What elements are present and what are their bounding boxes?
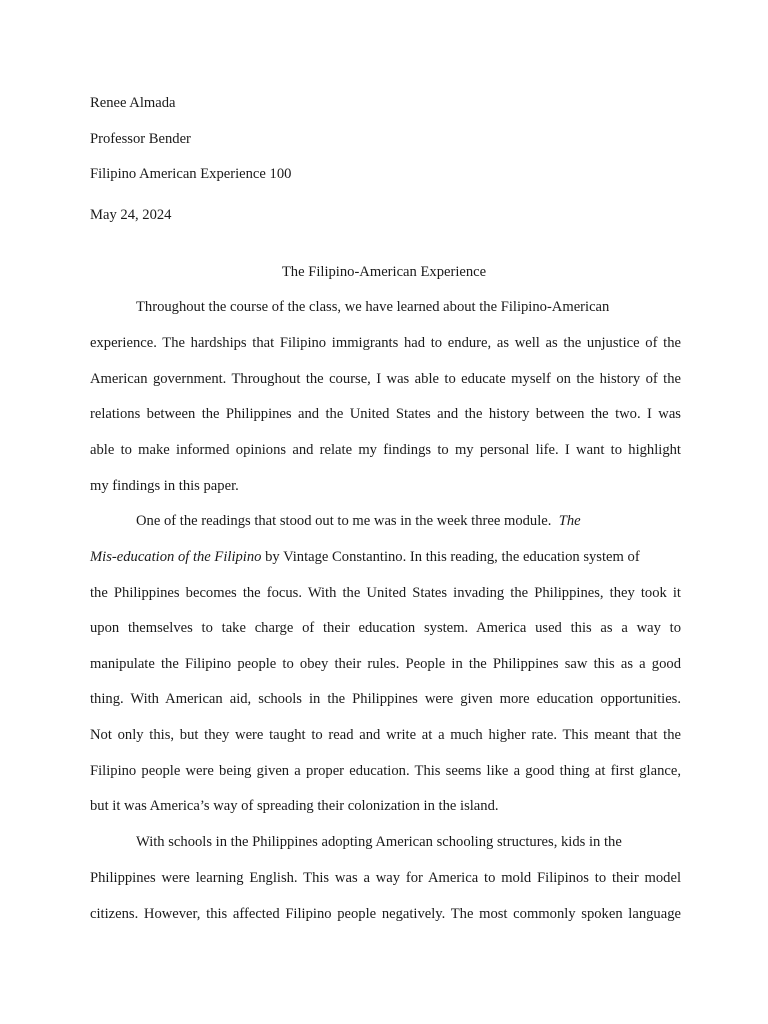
- paragraph-1-line-4: relations between the Philippines and the United States and the history between the two. I was: [90, 406, 681, 422]
- author-name: Renee Almada: [90, 95, 176, 111]
- paper-title: The Filipino-American Experience: [281, 264, 487, 280]
- paragraph-2-line-7: Not only this, but they were taught to read and write at a much higher rate. This meant that the: [90, 727, 681, 743]
- paragraph-2-line-2: [90, 548, 640, 566]
- paragraph-3-line-2: Philippines were learning English. This was a way for America to mold Filipinos to their model: [90, 870, 681, 886]
- paragraph-2-line-5: manipulate the Filipino people to obey their rules. People in the Philippines saw this as a good: [90, 656, 681, 672]
- paragraph-2-line-4: upon themselves to take charge of their education system. America used this as a way to: [90, 620, 681, 636]
- paragraph-1-line-3: American government. Throughout the course, I was able to educate myself on the history of the: [90, 371, 681, 387]
- paragraph-1-line-1: Throughout the course of the class, we have learned about the Filipino-American: [136, 299, 610, 315]
- paragraph-1-line-2: experience. The hardships that Filipino immigrants had to endure, as well as the unjustice of the: [90, 335, 681, 351]
- paragraph-2-line-1: [136, 512, 681, 530]
- paragraph-3-line-3: citizens. However, this affected Filipino people negatively. The most commonly spoken language: [90, 906, 681, 922]
- professor-name: Professor Bender: [90, 131, 191, 147]
- date: May 24, 2024: [90, 207, 172, 223]
- paragraph-1-line-6: my findings in this paper.: [90, 478, 239, 494]
- paragraph-1-line-5: able to make informed opinions and relate my findings to my personal life. I want to highlight: [90, 442, 681, 458]
- paragraph-2-line-2-text: by Vintage Constantino. In this reading, the education system of: [261, 549, 640, 565]
- paragraph-2-line-1-text: One of the readings that stood out to me was in the week three module.: [136, 513, 552, 529]
- paragraph-2-line-3: the Philippines becomes the focus. With the United States invading the Philippines, they took it: [90, 585, 681, 601]
- paragraph-2-line-1-italic: The: [558, 513, 581, 529]
- book-title: Mis-education of the Filipino: [90, 549, 262, 565]
- paragraph-2-line-6: thing. With American aid, schools in the Philippines were given more education opportunities.: [90, 691, 681, 707]
- paragraph-2-line-9: but it was America’s way of spreading their colonization in the island.: [90, 798, 499, 814]
- paragraph-2-line-8: Filipino people were being given a proper education. This seems like a good thing at first glance,: [90, 763, 681, 779]
- course-name: Filipino American Experience 100: [90, 166, 292, 182]
- paragraph-3-line-1: With schools in the Philippines adopting American schooling structures, kids in the: [136, 834, 622, 850]
